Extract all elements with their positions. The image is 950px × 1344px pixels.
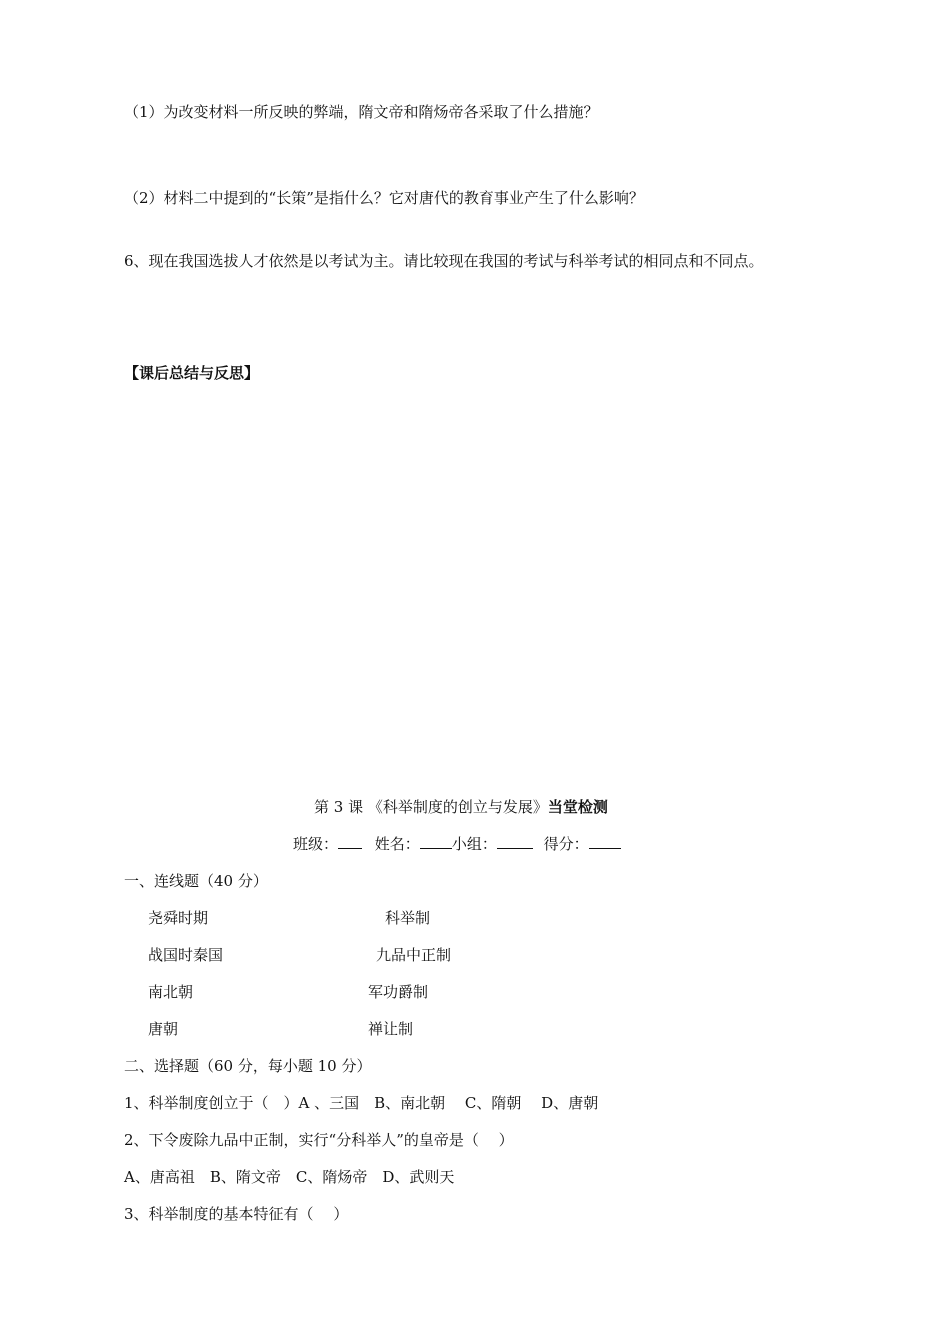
score-label: 得分：: [543, 835, 589, 853]
matching-left-item: 尧舜时期: [148, 909, 209, 927]
score-blank[interactable]: [589, 834, 621, 849]
test-title-suffix: 当堂检测: [547, 798, 608, 816]
student-info-line: [293, 834, 621, 854]
question-5-2: （2）材料二中提到的“长策”是指什么？它对唐代的教育事业产生了什么影响？: [124, 189, 644, 207]
choice-question-2: 2、下令废除九品中正制，实行“分科举人”的皇帝是（ ）: [124, 1131, 514, 1149]
test-title-main: 第 3 课 《科举制度的创立与发展》: [314, 798, 548, 816]
matching-right-item: 军功爵制: [368, 983, 429, 1001]
group-label: 小组：: [451, 835, 497, 853]
matching-right-item: 九品中正制: [376, 946, 452, 964]
group-blank[interactable]: [497, 834, 533, 849]
class-blank[interactable]: [338, 834, 362, 849]
section-1-heading: 一、连线题（40 分）: [124, 872, 268, 890]
matching-right-item: 科举制: [385, 909, 431, 927]
section-2-heading: 二、选择题（60 分，每小题 10 分）: [124, 1057, 372, 1075]
class-label: 班级：: [293, 835, 339, 853]
matching-right-item: 禅让制: [368, 1020, 414, 1038]
name-label: 姓名：: [374, 835, 420, 853]
question-6: 6、现在我国选拔人才依然是以考试为主。请比较现在我国的考试与科举考试的相同点和不同点。: [124, 252, 764, 270]
test-title: [314, 797, 608, 817]
choice-question-2-options: A、唐高祖 B、隋文帝 C、隋炀帝 D、武则天: [124, 1168, 455, 1186]
matching-left-item: 南北朝: [148, 983, 194, 1001]
choice-question-1: 1、科举制度创立于（ ）A 、三国 B、南北朝 C、隋朝 D、唐朝: [124, 1094, 599, 1112]
matching-left-item: 战国时秦国: [148, 946, 224, 964]
summary-heading: 【课后总结与反思】: [124, 364, 260, 382]
name-blank[interactable]: [420, 834, 452, 849]
choice-question-3: 3、科举制度的基本特征有（ ）: [124, 1205, 349, 1223]
matching-left-item: 唐朝: [148, 1020, 179, 1038]
question-5-1: （1）为改变材料一所反映的弊端，隋文帝和隋炀帝各采取了什么措施？: [124, 103, 599, 121]
